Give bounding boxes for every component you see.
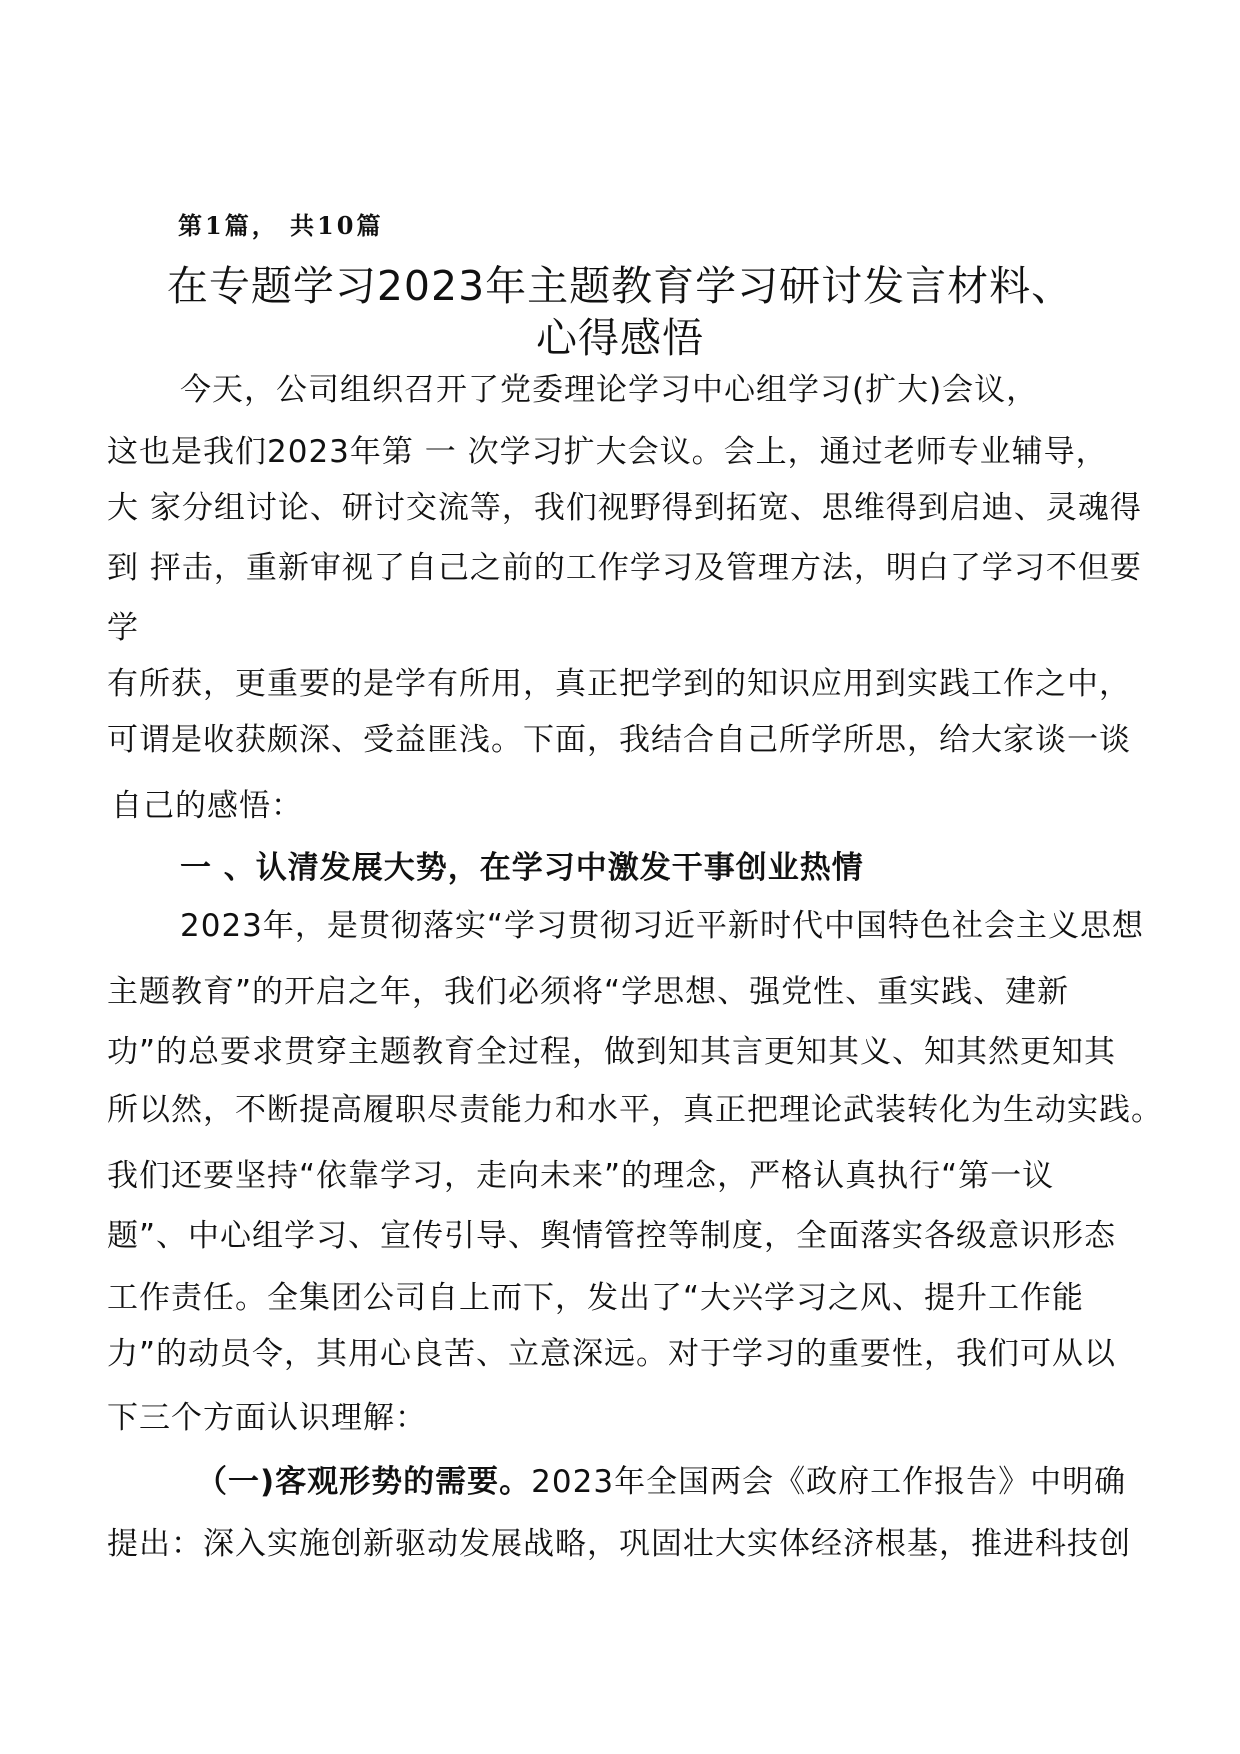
body-line: 我们还要坚持“依靠学习，走向未来”的理念，严格认真执行“第一议 — [107, 1158, 1055, 1194]
body-line: 2023年，是贯彻落实“学习贯彻习近平新时代中国特色社会主义思想 — [180, 908, 1144, 944]
body-line: 下三个方面认识理解： — [107, 1400, 427, 1436]
body-line: 所以然，不断提高履职尽责能力和水平，真正把理论武装转化为生动实践。 — [107, 1092, 1163, 1128]
subsection-paragraph — [196, 1462, 1126, 1502]
body-line: 到 抨击，重新审视了自己之前的工作学习及管理方法，明白了学习不但要 — [107, 550, 1142, 586]
body-line: 可谓是收获颇深、受益匪浅。下面，我结合自己所学所思，给大家谈一谈 — [107, 722, 1131, 758]
body-line: 题”、中心组学习、宣传引导、舆情管控等制度，全面落实各级意识形态 — [107, 1218, 1117, 1254]
document-title-line-1: 在专题学习2023年主题教育学习研讨发言材料、 — [166, 262, 1074, 310]
body-line: 有所获，更重要的是学有所用，真正把学到的知识应用到实践工作之中， — [107, 666, 1131, 702]
body-line: 这也是我们2023年第 一 次学习扩大会议。会上，通过老师专业辅导， — [107, 434, 1108, 470]
section-heading: 一 、认清发展大势，在学习中激发干事创业热情 — [180, 850, 864, 886]
document-title-line-2: 心得感悟 — [536, 314, 704, 362]
body-line: 提出：深入实施创新驱动发展战略，巩固壮大实体经济根基，推进科技创 — [107, 1526, 1131, 1562]
body-line: 学 — [107, 610, 139, 646]
body-line: 工作责任。全集团公司自上而下，发出了“大兴学习之风、提升工作能 — [107, 1280, 1085, 1316]
body-line: 今天，公司组织召开了党委理论学习中心组学习(扩大)会议， — [180, 372, 1039, 408]
body-line: 力”的动员令，其用心良苦、立意深远。对于学习的重要性，我们可从以 — [107, 1336, 1117, 1372]
body-line: 大 家分组讨论、研讨交流等，我们视野得到拓宽、思维得到启迪、灵魂得 — [107, 490, 1142, 526]
body-line: 自己的感悟： — [111, 788, 303, 824]
page-counter: 第1篇， 共10篇 — [178, 211, 384, 240]
body-line: 主题教育”的开启之年，我们必须将“学思想、强党性、重实践、建新 — [107, 974, 1070, 1010]
subsection-text: 2023年全国两会《政府工作报告》中明确 — [531, 1464, 1127, 1500]
subsection-heading: （一)客观形势的需要。 — [196, 1464, 532, 1500]
body-line: 功”的总要求贯穿主题教育全过程，做到知其言更知其义、知其然更知其 — [107, 1034, 1117, 1070]
